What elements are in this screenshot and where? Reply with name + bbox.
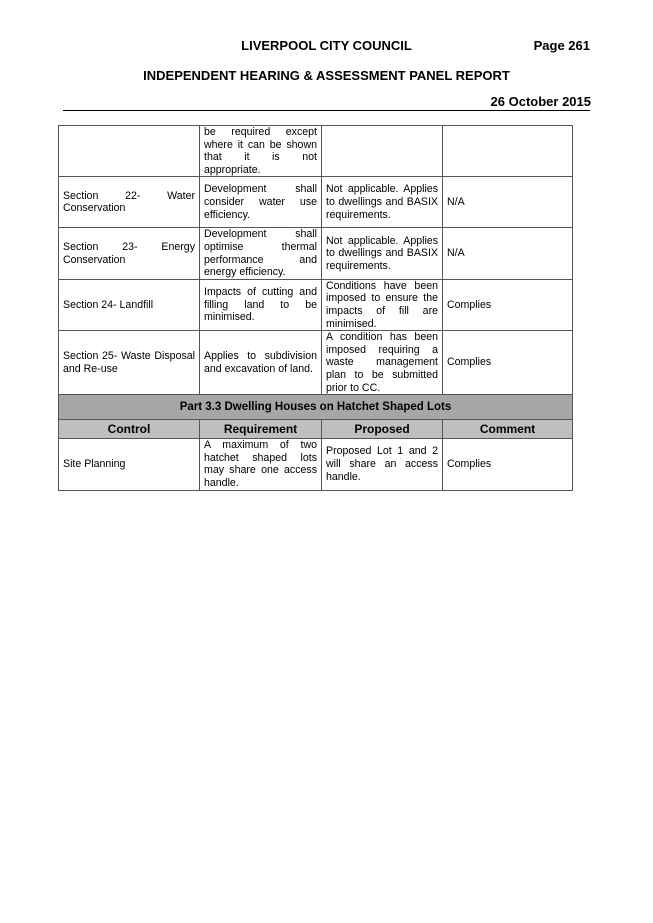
requirement-cell: Development shall consider water use efficiency. [200, 177, 322, 228]
control-cell: Section 24- Landfill [59, 279, 200, 330]
requirement-cell: Impacts of cutting and filling land to be minimised. [200, 279, 322, 330]
report-title: INDEPENDENT HEARING & ASSESSMENT PANEL REPORT [143, 68, 510, 83]
report-date: 26 October 2015 [490, 94, 591, 109]
assessment-table [58, 125, 573, 491]
section-heading-row [59, 395, 573, 420]
requirement-cell: Development shall optimise thermal performance and energy efficiency. [200, 228, 322, 279]
proposed-cell: Proposed Lot 1 and 2 will share an access handle. [322, 439, 443, 490]
control-cell: Site Planning [59, 439, 200, 490]
column-header-requirement: Requirement [200, 420, 322, 439]
requirement-cell: A maximum of two hatchet shaped lots may share one access handle. [200, 439, 322, 490]
table-row [59, 177, 573, 228]
proposed-cell [322, 126, 443, 177]
comment-cell: Complies [443, 331, 573, 395]
table-row [59, 331, 573, 395]
control-cell [59, 126, 200, 177]
proposed-cell: Not applicable. Applies to dwellings and BASIX requirements. [322, 228, 443, 279]
control-cell: Section 25- Waste Disposal and Re-use [59, 331, 200, 395]
column-header-control: Control [59, 420, 200, 439]
proposed-cell: A condition has been imposed requiring a waste management plan to be submitted prior to CC. [322, 331, 443, 395]
comment-cell [443, 126, 573, 177]
comment-cell: N/A [443, 177, 573, 228]
comment-cell: Complies [443, 279, 573, 330]
table-row [59, 126, 573, 177]
table-row [59, 439, 573, 490]
column-header-row [59, 420, 573, 439]
comment-cell: N/A [443, 228, 573, 279]
control-cell: Section 22- Water Conservation [59, 177, 200, 228]
requirement-cell: Applies to subdivision and excavation of land. [200, 331, 322, 395]
proposed-cell: Conditions have been imposed to ensure the impacts of fill are minimised. [322, 279, 443, 330]
proposed-cell: Not applicable. Applies to dwellings and BASIX requirements. [322, 177, 443, 228]
table-row [59, 228, 573, 279]
comment-cell: Complies [443, 439, 573, 490]
table-row [59, 279, 573, 330]
section-heading: Part 3.3 Dwelling Houses on Hatchet Shaped Lots [59, 395, 573, 420]
control-cell: Section 23- Energy Conservation [59, 228, 200, 279]
council-name: LIVERPOOL CITY COUNCIL [241, 38, 412, 53]
page-number: Page 261 [533, 38, 590, 53]
header-divider [63, 110, 590, 111]
column-header-proposed: Proposed [322, 420, 443, 439]
column-header-comment: Comment [443, 420, 573, 439]
requirement-cell: be required except where it can be shown that it is not appropriate. [200, 126, 322, 177]
